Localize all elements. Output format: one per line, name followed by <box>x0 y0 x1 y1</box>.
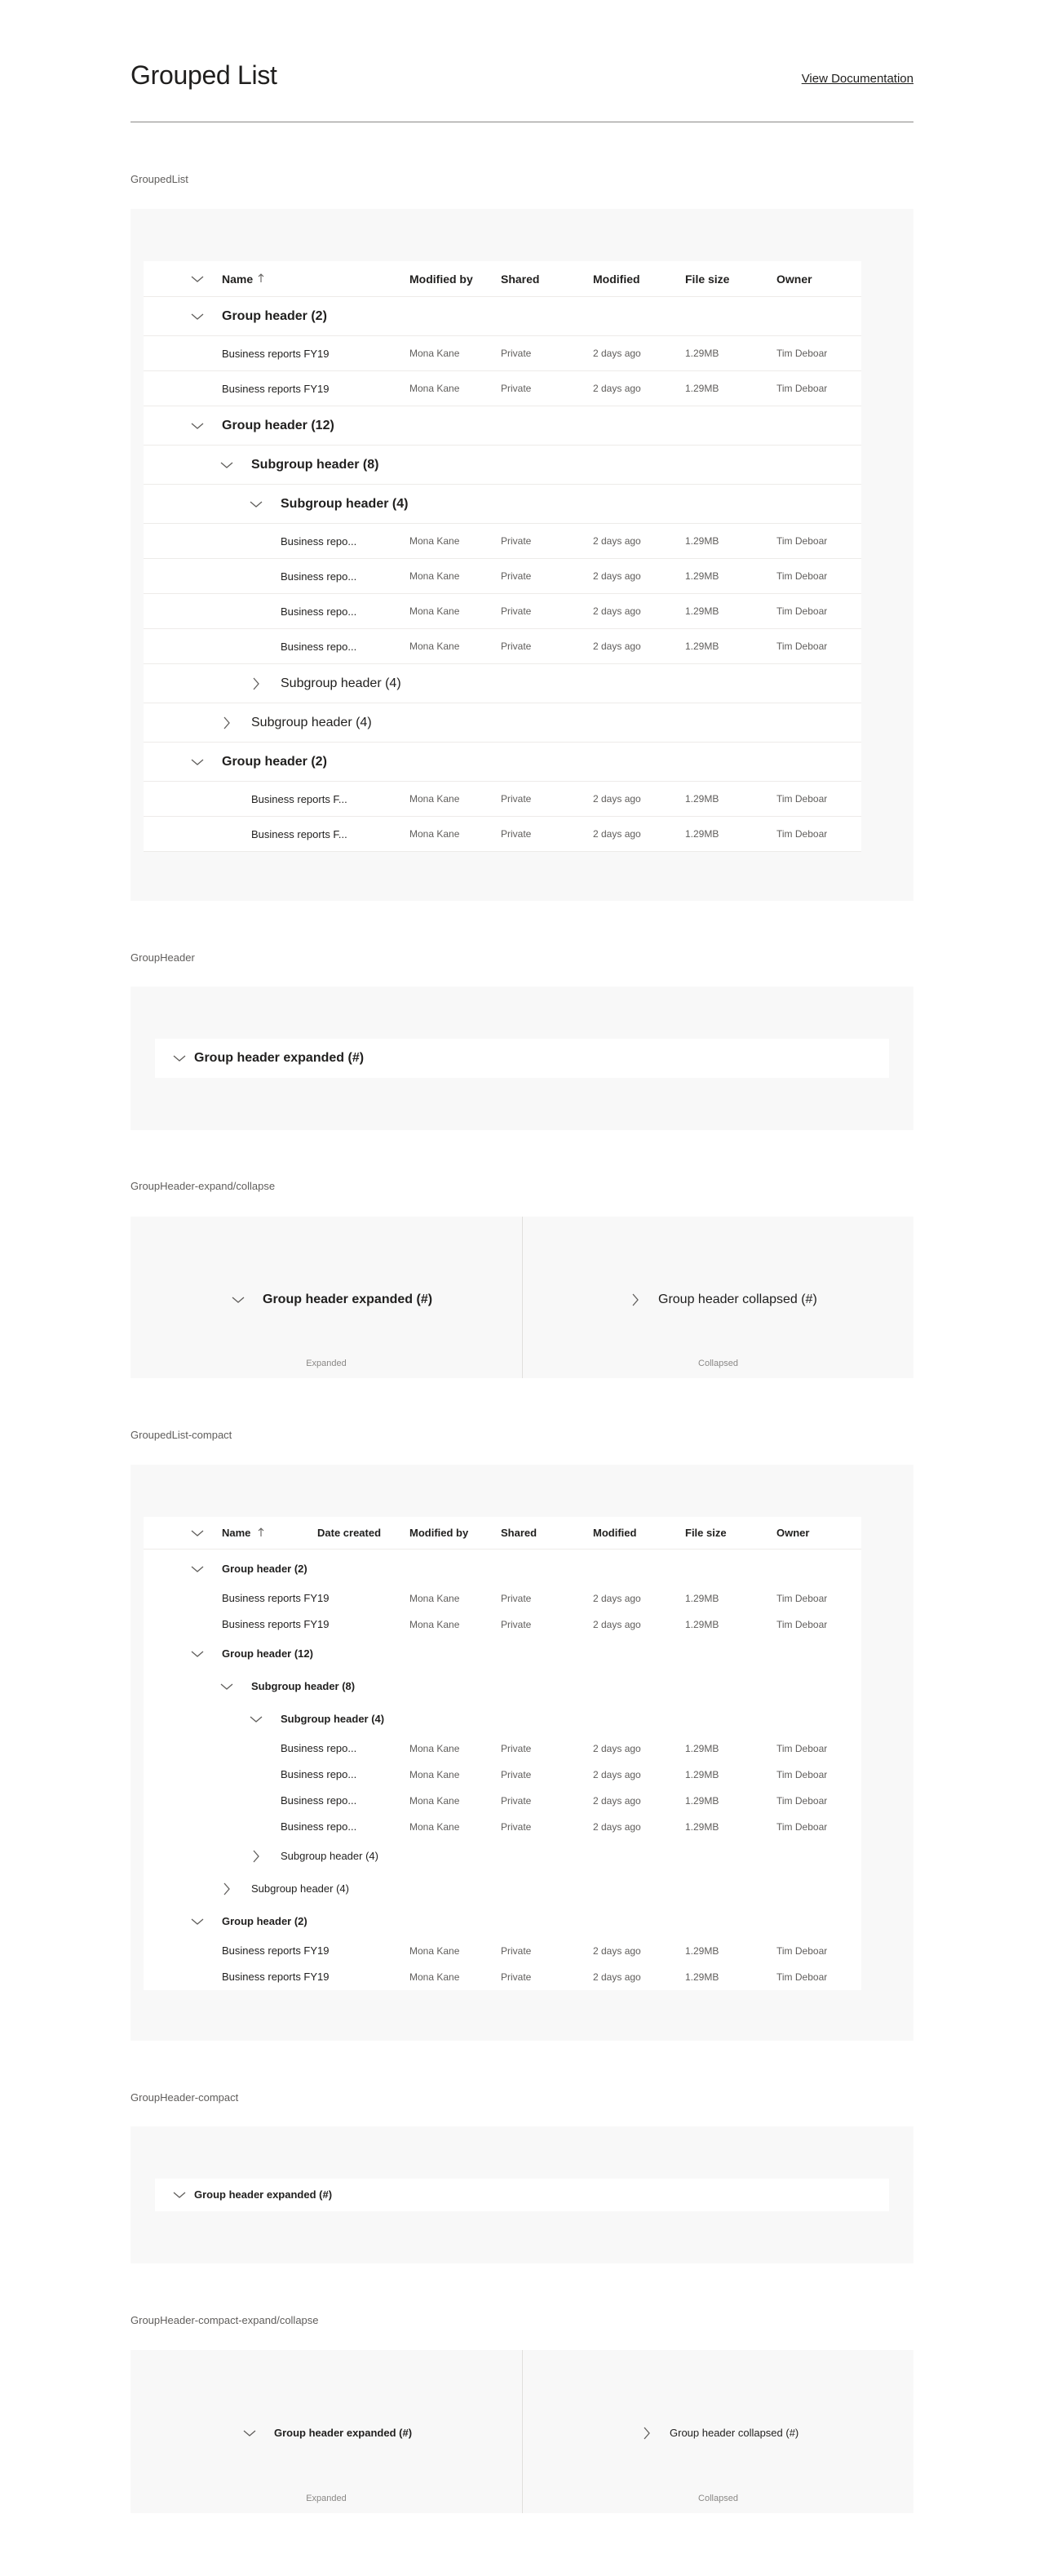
chevron-right-icon[interactable] <box>622 1287 648 1313</box>
group-header-row[interactable] <box>144 1670 861 1703</box>
chevron-down-icon[interactable] <box>214 452 240 478</box>
group-header-title: Subgroup header (8) <box>251 458 379 472</box>
grouped-list-panel <box>130 209 914 901</box>
group-header-title: Group header (2) <box>222 755 327 769</box>
item-file-size: 1.29MB <box>685 570 719 582</box>
group-header-expand-collapse-panel <box>130 1217 914 1378</box>
item-modified: 2 days ago <box>593 641 641 652</box>
group-header-expanded[interactable] <box>130 1284 522 1316</box>
item-modified: 2 days ago <box>593 1821 641 1833</box>
group-header-row[interactable] <box>144 446 861 485</box>
item-file-size: 1.29MB <box>685 1945 719 1957</box>
item-modified: 2 days ago <box>593 793 641 805</box>
item-name: Business repo... <box>281 641 357 653</box>
list-item[interactable] <box>144 336 861 371</box>
grouped-list-compact <box>144 1517 861 1990</box>
column-header-owner[interactable]: Owner <box>776 273 812 286</box>
section-label-group-header-expand-collapse: GroupHeader-expand/collapse <box>130 1180 276 1192</box>
item-file-size: 1.29MB <box>685 605 719 617</box>
item-owner: Tim Deboar <box>776 1795 828 1807</box>
item-modified: 2 days ago <box>593 570 641 582</box>
column-header-owner[interactable]: Owner <box>776 1527 810 1539</box>
group-header-title: Subgroup header (4) <box>251 1882 349 1895</box>
item-modified-by: Mona Kane <box>409 1769 460 1780</box>
chevron-down-icon[interactable] <box>184 1909 210 1935</box>
chevron-down-icon[interactable] <box>243 1706 269 1732</box>
item-file-size: 1.29MB <box>685 793 719 805</box>
item-name: Business reports F... <box>251 793 347 805</box>
group-header-title: Subgroup header (4) <box>281 676 401 690</box>
column-header-file-size[interactable]: File size <box>685 1527 727 1539</box>
item-shared: Private <box>501 570 532 582</box>
chevron-down-icon[interactable] <box>184 749 210 775</box>
chevron-down-icon[interactable] <box>214 1674 240 1700</box>
item-shared: Private <box>501 828 532 840</box>
group-header-row[interactable] <box>144 1905 861 1938</box>
item-modified-by: Mona Kane <box>409 1743 460 1754</box>
item-modified: 2 days ago <box>593 535 641 547</box>
column-header-row <box>144 1517 861 1550</box>
item-file-size: 1.29MB <box>685 828 719 840</box>
group-header-title: Group header (12) <box>222 1647 313 1660</box>
group-header-title: Subgroup header (4) <box>281 1850 378 1862</box>
group-header-row[interactable] <box>144 1840 861 1873</box>
item-shared: Private <box>501 1971 532 1983</box>
group-header-compact-title: Group header expanded (#) <box>194 2188 333 2201</box>
item-owner: Tim Deboar <box>776 348 828 359</box>
item-name: Business repo... <box>281 1820 357 1833</box>
item-modified-by: Mona Kane <box>409 828 460 840</box>
item-owner: Tim Deboar <box>776 1945 828 1957</box>
collapse-all-chevron-down-icon[interactable] <box>184 266 210 292</box>
item-owner: Tim Deboar <box>776 1769 828 1780</box>
group-header-row[interactable] <box>144 485 861 524</box>
group-header-title: Group header (2) <box>222 309 327 323</box>
group-header-collapsed[interactable] <box>523 1284 914 1316</box>
compact-collapsed-demo <box>522 2350 914 2513</box>
column-header-date-created[interactable]: Date created <box>317 1527 382 1539</box>
group-header-title: Group header expanded (#) <box>194 1051 365 1065</box>
list-item[interactable] <box>144 629 861 664</box>
group-header-title: Subgroup header (4) <box>251 716 372 729</box>
chevron-down-icon[interactable] <box>184 1641 210 1667</box>
item-modified: 2 days ago <box>593 1743 641 1754</box>
group-header-title: Subgroup header (4) <box>281 1713 385 1725</box>
group-header-row[interactable] <box>144 743 861 782</box>
item-shared: Private <box>501 1593 532 1604</box>
column-header-file-size[interactable]: File size <box>685 273 730 286</box>
item-modified-by: Mona Kane <box>409 641 460 652</box>
column-header-name[interactable]: Name <box>222 1527 251 1539</box>
chevron-down-icon[interactable] <box>184 304 210 330</box>
item-name: Business repo... <box>281 535 357 548</box>
list-item[interactable] <box>144 1814 861 1840</box>
page-title: Grouped List <box>130 60 277 90</box>
chevron-right-icon[interactable] <box>214 1876 240 1902</box>
item-shared: Private <box>501 605 532 617</box>
chevron-right-icon[interactable] <box>243 671 269 697</box>
item-shared: Private <box>501 793 532 805</box>
item-file-size: 1.29MB <box>685 1821 719 1833</box>
item-name: Business reports FY19 <box>222 1592 330 1604</box>
section-label-grouped-list-compact: GroupedList-compact <box>130 1429 232 1441</box>
item-shared: Private <box>501 348 532 359</box>
item-modified: 2 days ago <box>593 605 641 617</box>
item-owner: Tim Deboar <box>776 1971 828 1983</box>
list-item[interactable] <box>144 1736 861 1762</box>
item-name: Business repo... <box>281 1768 357 1780</box>
group-header-compact-expanded[interactable] <box>155 2179 889 2211</box>
item-owner: Tim Deboar <box>776 641 828 652</box>
compact-expanded-demo <box>130 2350 522 2513</box>
item-file-size: 1.29MB <box>685 1971 719 1983</box>
column-header-modified[interactable]: Modified <box>593 1527 637 1539</box>
compact-collapsed-caption: Collapsed <box>698 2494 738 2503</box>
section-label-group-header-compact-expand-collapse: GroupHeader-compact-expand/collapse <box>130 2314 319 2326</box>
sort-arrow-up-icon <box>254 266 268 292</box>
item-owner: Tim Deboar <box>776 828 828 840</box>
column-header-shared[interactable]: Shared <box>501 273 540 286</box>
item-modified-by: Mona Kane <box>409 1971 460 1983</box>
list-item[interactable] <box>144 371 861 406</box>
group-header-row[interactable] <box>144 406 861 446</box>
item-modified: 2 days ago <box>593 348 641 359</box>
list-item[interactable] <box>144 1788 861 1814</box>
collapse-all-chevron-down-icon[interactable] <box>184 1520 210 1546</box>
item-file-size: 1.29MB <box>685 535 719 547</box>
item-name: Business reports FY19 <box>222 1971 330 1983</box>
item-modified: 2 days ago <box>593 1945 641 1957</box>
list-item[interactable] <box>144 594 861 629</box>
item-name: Business reports FY19 <box>222 1944 330 1957</box>
grouped-list <box>144 261 861 852</box>
chevron-down-icon[interactable] <box>166 2182 192 2208</box>
item-owner: Tim Deboar <box>776 605 828 617</box>
item-modified-by: Mona Kane <box>409 793 460 805</box>
group-header-compact-panel <box>130 2126 914 2263</box>
item-modified: 2 days ago <box>593 1971 641 1983</box>
item-owner: Tim Deboar <box>776 1821 828 1833</box>
item-file-size: 1.29MB <box>685 641 719 652</box>
group-header-title: Subgroup header (4) <box>281 497 409 511</box>
group-header-title: Group header (2) <box>222 1563 307 1575</box>
group-header-row[interactable] <box>144 1703 861 1736</box>
item-shared: Private <box>501 535 532 547</box>
item-file-size: 1.29MB <box>685 1769 719 1780</box>
item-shared: Private <box>501 1743 532 1754</box>
group-header-row[interactable] <box>144 1638 861 1670</box>
chevron-down-icon[interactable] <box>237 2420 263 2446</box>
section-label-group-header-compact: GroupHeader-compact <box>130 2091 239 2104</box>
list-item[interactable] <box>144 559 861 594</box>
item-shared: Private <box>501 383 532 394</box>
item-file-size: 1.29MB <box>685 383 719 394</box>
chevron-down-icon[interactable] <box>225 1287 251 1313</box>
grouped-list-compact-panel <box>130 1465 914 2041</box>
item-owner: Tim Deboar <box>776 383 828 394</box>
group-header-row[interactable] <box>144 664 861 703</box>
group-header-title: Group header (12) <box>222 419 334 432</box>
section-label-group-header: GroupHeader <box>130 951 195 964</box>
list-item[interactable] <box>144 782 861 817</box>
item-name: Business reports F... <box>251 828 347 840</box>
chevron-right-icon[interactable] <box>214 710 240 736</box>
column-header-modified-by[interactable]: Modified by <box>409 1527 469 1539</box>
sort-arrow-up-icon <box>254 1520 268 1546</box>
item-modified-by: Mona Kane <box>409 605 460 617</box>
item-shared: Private <box>501 1945 532 1957</box>
list-item[interactable] <box>144 817 861 852</box>
item-modified-by: Mona Kane <box>409 1795 460 1807</box>
item-owner: Tim Deboar <box>776 1619 828 1630</box>
chevron-down-icon[interactable] <box>184 413 210 439</box>
item-modified-by: Mona Kane <box>409 1593 460 1604</box>
collapsed-demo <box>522 1217 914 1378</box>
item-owner: Tim Deboar <box>776 1593 828 1604</box>
item-modified: 2 days ago <box>593 1619 641 1630</box>
group-header-title: Subgroup header (8) <box>251 1680 356 1692</box>
column-header-shared[interactable]: Shared <box>501 1527 537 1539</box>
group-header-collapsed-title: Group header collapsed (#) <box>658 1292 817 1306</box>
item-name: Business repo... <box>281 605 357 618</box>
section-label-grouped-list: GroupedList <box>130 173 188 185</box>
item-modified-by: Mona Kane <box>409 1821 460 1833</box>
item-file-size: 1.29MB <box>685 1795 719 1807</box>
item-name: Business repo... <box>281 1742 357 1754</box>
item-file-size: 1.29MB <box>685 1743 719 1754</box>
expanded-demo <box>130 1217 522 1378</box>
item-file-size: 1.29MB <box>685 1619 719 1630</box>
view-documentation-link[interactable]: View Documentation <box>801 72 914 86</box>
chevron-right-icon[interactable] <box>243 1843 269 1869</box>
group-header-row[interactable] <box>144 703 861 743</box>
item-name: Business reports FY19 <box>222 383 330 395</box>
column-header-row <box>144 261 861 297</box>
item-owner: Tim Deboar <box>776 570 828 582</box>
item-modified: 2 days ago <box>593 828 641 840</box>
collapsed-caption: Collapsed <box>698 1359 738 1368</box>
group-header-expanded-title: Group header expanded (#) <box>263 1292 433 1306</box>
item-file-size: 1.29MB <box>685 348 719 359</box>
item-shared: Private <box>501 1619 532 1630</box>
column-header-modified[interactable]: Modified <box>593 273 640 286</box>
compact-expanded-caption: Expanded <box>306 2494 347 2503</box>
item-modified-by: Mona Kane <box>409 383 460 394</box>
item-modified: 2 days ago <box>593 383 641 394</box>
item-owner: Tim Deboar <box>776 535 828 547</box>
group-header-title: Group header (2) <box>222 1915 307 1927</box>
expanded-caption: Expanded <box>306 1359 347 1368</box>
group-header-compact-collapsed-title: Group header collapsed (#) <box>670 2427 799 2439</box>
item-modified: 2 days ago <box>593 1795 641 1807</box>
group-header-row[interactable] <box>144 297 861 336</box>
list-item[interactable] <box>144 1964 861 1990</box>
item-name: Business reports FY19 <box>222 348 330 360</box>
item-modified-by: Mona Kane <box>409 348 460 359</box>
list-item[interactable] <box>144 1585 861 1612</box>
column-header-modified-by[interactable]: Modified by <box>409 273 473 286</box>
item-modified: 2 days ago <box>593 1769 641 1780</box>
item-shared: Private <box>501 1769 532 1780</box>
group-header-compact-collapsed[interactable] <box>523 2417 914 2450</box>
item-shared: Private <box>501 1821 532 1833</box>
item-name: Business reports FY19 <box>222 1618 330 1630</box>
item-shared: Private <box>501 641 532 652</box>
chevron-right-icon[interactable] <box>634 2420 660 2446</box>
list-item[interactable] <box>144 1612 861 1638</box>
group-header-panel <box>130 987 914 1130</box>
item-modified-by: Mona Kane <box>409 1619 460 1630</box>
item-owner: Tim Deboar <box>776 1743 828 1754</box>
item-modified-by: Mona Kane <box>409 570 460 582</box>
chevron-down-icon[interactable] <box>243 491 269 517</box>
group-header-compact-expand-collapse-panel <box>130 2350 914 2513</box>
item-name: Business repo... <box>281 570 357 583</box>
item-name: Business repo... <box>281 1794 357 1807</box>
item-modified-by: Mona Kane <box>409 535 460 547</box>
item-modified: 2 days ago <box>593 1593 641 1604</box>
group-header-row[interactable] <box>144 1873 861 1905</box>
item-owner: Tim Deboar <box>776 793 828 805</box>
item-modified-by: Mona Kane <box>409 1945 460 1957</box>
list-item[interactable] <box>144 1938 861 1964</box>
column-header-name[interactable]: Name <box>222 273 254 286</box>
chevron-down-icon[interactable] <box>166 1045 192 1071</box>
item-file-size: 1.29MB <box>685 1593 719 1604</box>
group-header-compact-expanded[interactable] <box>130 2417 522 2450</box>
group-header-row[interactable] <box>144 1553 861 1585</box>
group-header-compact-expanded-title: Group header expanded (#) <box>274 2427 413 2439</box>
list-item[interactable] <box>144 524 861 559</box>
list-item[interactable] <box>144 1762 861 1788</box>
item-shared: Private <box>501 1795 532 1807</box>
group-header-expanded[interactable] <box>155 1039 889 1078</box>
chevron-down-icon[interactable] <box>184 1556 210 1582</box>
